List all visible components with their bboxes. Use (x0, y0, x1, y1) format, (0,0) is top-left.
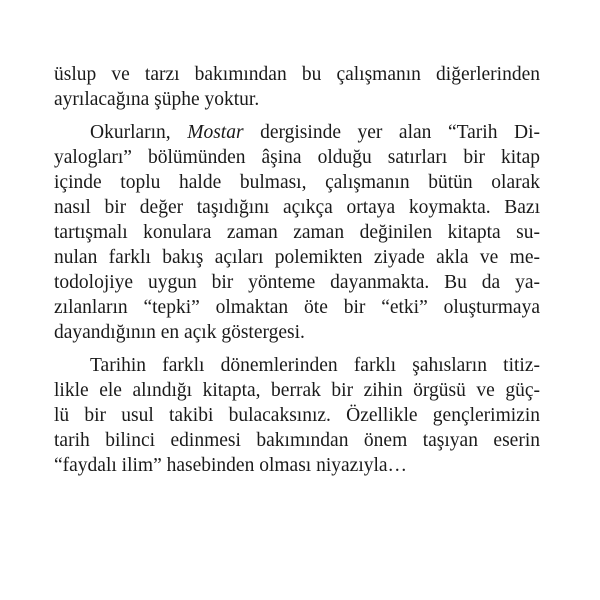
text-line: lü bir usul takibi bulacaksınız. Özellikle gençlerimizin (54, 405, 540, 426)
magazine-title: Mostar (187, 122, 244, 143)
paragraph-3 (54, 353, 540, 478)
text-line: tarih bilinci edinmesi bakımından önem taşıyan eserin (54, 430, 540, 451)
text-line: todolojiye uygun bir yönteme dayanmakta. Bu da ya- (54, 272, 540, 293)
text-line: ayrılacağına şüphe yoktur. (54, 89, 260, 110)
text-line: nasıl bir değer taşıdığını açıkça ortaya koymakta. Bazı (54, 197, 540, 218)
text-line: zılanların “tepki” olmaktan öte bir “etki” oluşturmaya (54, 297, 540, 318)
text-line: yalogları” bölümünden âşina olduğu satırları bir kitap (54, 147, 540, 168)
text-line: dayandığının en açık göstergesi. (54, 322, 305, 343)
text-line: içinde toplu halde bulması, çalışmanın bütün olarak (54, 172, 540, 193)
paragraph-2 (54, 120, 540, 345)
text-segment: Okurların, (90, 122, 171, 143)
text-line: “faydalı ilim” hasebinden olması niyazıyla… (54, 455, 408, 476)
text-line: tartışmalı konulara zaman zaman değinilen kitapta su- (54, 222, 540, 243)
text-line: likle ele alındığı kitapta, berrak bir zihin örgüsü ve güç- (54, 380, 540, 401)
book-page (54, 62, 540, 486)
text-segment: dergisinde yer alan “Tarih Di- (260, 122, 540, 143)
text-line (54, 120, 540, 145)
text-line: üslup ve tarzı bakımından bu çalışmanın diğerlerinden (54, 64, 540, 85)
text-line: nulan farklı bakış açıları polemikten ziyade akla ve me- (54, 247, 540, 268)
text-line: Tarihin farklı dönemlerinden farklı şahısların titiz- (90, 355, 540, 376)
paragraph-1 (54, 62, 540, 112)
